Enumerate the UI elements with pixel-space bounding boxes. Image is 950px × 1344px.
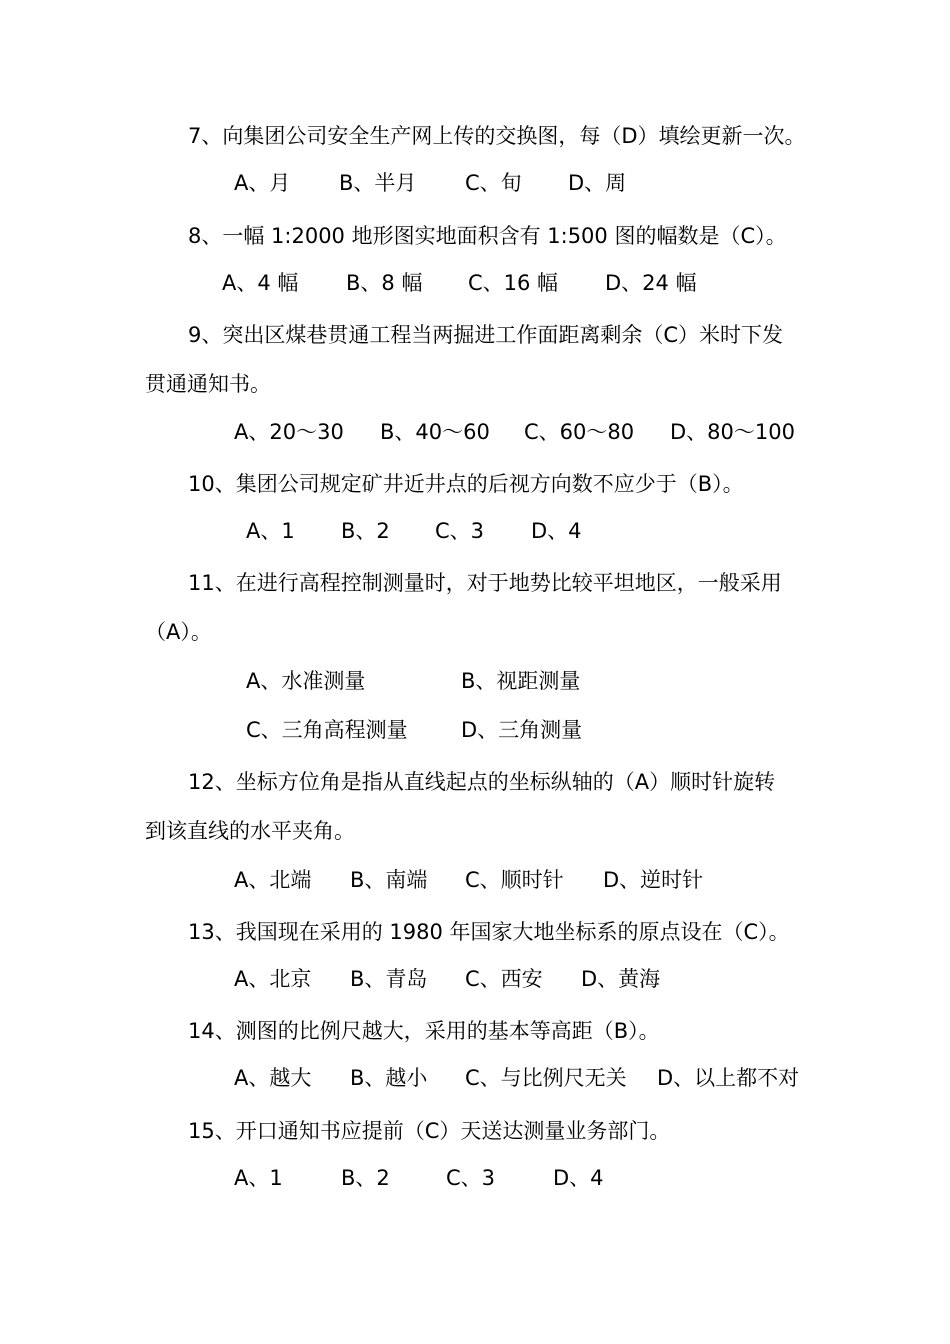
- option-a: A、越大: [234, 1066, 312, 1090]
- option-a: A、1: [246, 519, 295, 543]
- option-c: C、顺时针: [465, 868, 564, 892]
- option-a: A、1: [234, 1166, 283, 1190]
- option-c: C、旬: [465, 171, 522, 195]
- question-15-text: 15、开口通知书应提前（C）天送达测量业务部门。: [188, 1119, 671, 1143]
- question-14-text: 14、测图的比例尺越大，采用的基本等高距（B）。: [188, 1019, 660, 1043]
- option-a: A、水准测量: [246, 669, 366, 693]
- question-11-options-row-2: [0, 715, 950, 745]
- question-8-options: [0, 268, 950, 298]
- question-9-continuation: 贯通通知书。: [145, 372, 271, 396]
- question-14-options: [0, 1063, 950, 1093]
- option-a: A、月: [234, 171, 291, 195]
- question-12-options: [0, 865, 950, 895]
- option-b: B、南端: [350, 868, 428, 892]
- option-a: A、北京: [234, 967, 312, 991]
- option-b: B、8 幅: [346, 271, 423, 295]
- option-d: D、24 幅: [605, 271, 697, 295]
- option-c: C、60～80: [524, 420, 635, 444]
- option-d: D、4: [531, 519, 582, 543]
- option-d: D、黄海: [581, 967, 661, 991]
- option-b: B、2: [341, 1166, 390, 1190]
- option-c: C、三角高程测量: [246, 718, 408, 742]
- option-a: A、4 幅: [222, 271, 299, 295]
- option-b: B、40～60: [380, 420, 490, 444]
- option-b: B、视距测量: [461, 669, 581, 693]
- option-c: C、16 幅: [468, 271, 559, 295]
- option-a: A、北端: [234, 868, 312, 892]
- question-12-continuation: 到该直线的水平夹角。: [145, 819, 355, 843]
- option-d: D、三角测量: [461, 718, 583, 742]
- option-c: C、西安: [465, 967, 543, 991]
- question-13-text: 13、我国现在采用的 1980 年国家大地坐标系的原点设在（C）。: [188, 920, 790, 944]
- option-d: D、逆时针: [603, 868, 704, 892]
- question-7-options: [0, 168, 950, 198]
- option-d: D、80～100: [670, 420, 795, 444]
- question-11-text: 11、在进行高程控制测量时，对于地势比较平坦地区，一般采用: [188, 571, 782, 595]
- option-d: D、周: [568, 171, 627, 195]
- option-c: C、3: [446, 1166, 496, 1190]
- question-11-options-row-1: [0, 666, 950, 696]
- question-15-options: [0, 1163, 950, 1193]
- option-b: B、2: [341, 519, 390, 543]
- question-13-options: [0, 964, 950, 994]
- option-b: B、半月: [339, 171, 417, 195]
- question-11-continuation: （A）。: [145, 620, 212, 644]
- question-12-text: 12、坐标方位角是指从直线起点的坐标纵轴的（A）顺时针旋转: [188, 770, 776, 794]
- option-d: D、以上都不对: [657, 1066, 800, 1090]
- question-10-text: 10、集团公司规定矿井近井点的后视方向数不应少于（B）。: [188, 472, 744, 496]
- option-c: C、3: [435, 519, 485, 543]
- option-d: D、4: [553, 1166, 604, 1190]
- question-8-text: 8、一幅 1:2000 地形图实地面积含有 1:500 图的幅数是（C）。: [188, 224, 787, 248]
- question-9-text: 9、突出区煤巷贯通工程当两掘进工作面距离剩余（C）米时下发: [188, 323, 784, 347]
- question-10-options: [0, 516, 950, 546]
- option-a: A、20～30: [234, 420, 344, 444]
- question-9-options: [0, 417, 950, 447]
- option-c: C、与比例尺无关: [465, 1066, 627, 1090]
- option-b: B、越小: [350, 1066, 428, 1090]
- question-7-text: 7、向集团公司安全生产网上传的交换图，每（D）填绘更新一次。: [188, 124, 806, 148]
- option-b: B、青岛: [350, 967, 428, 991]
